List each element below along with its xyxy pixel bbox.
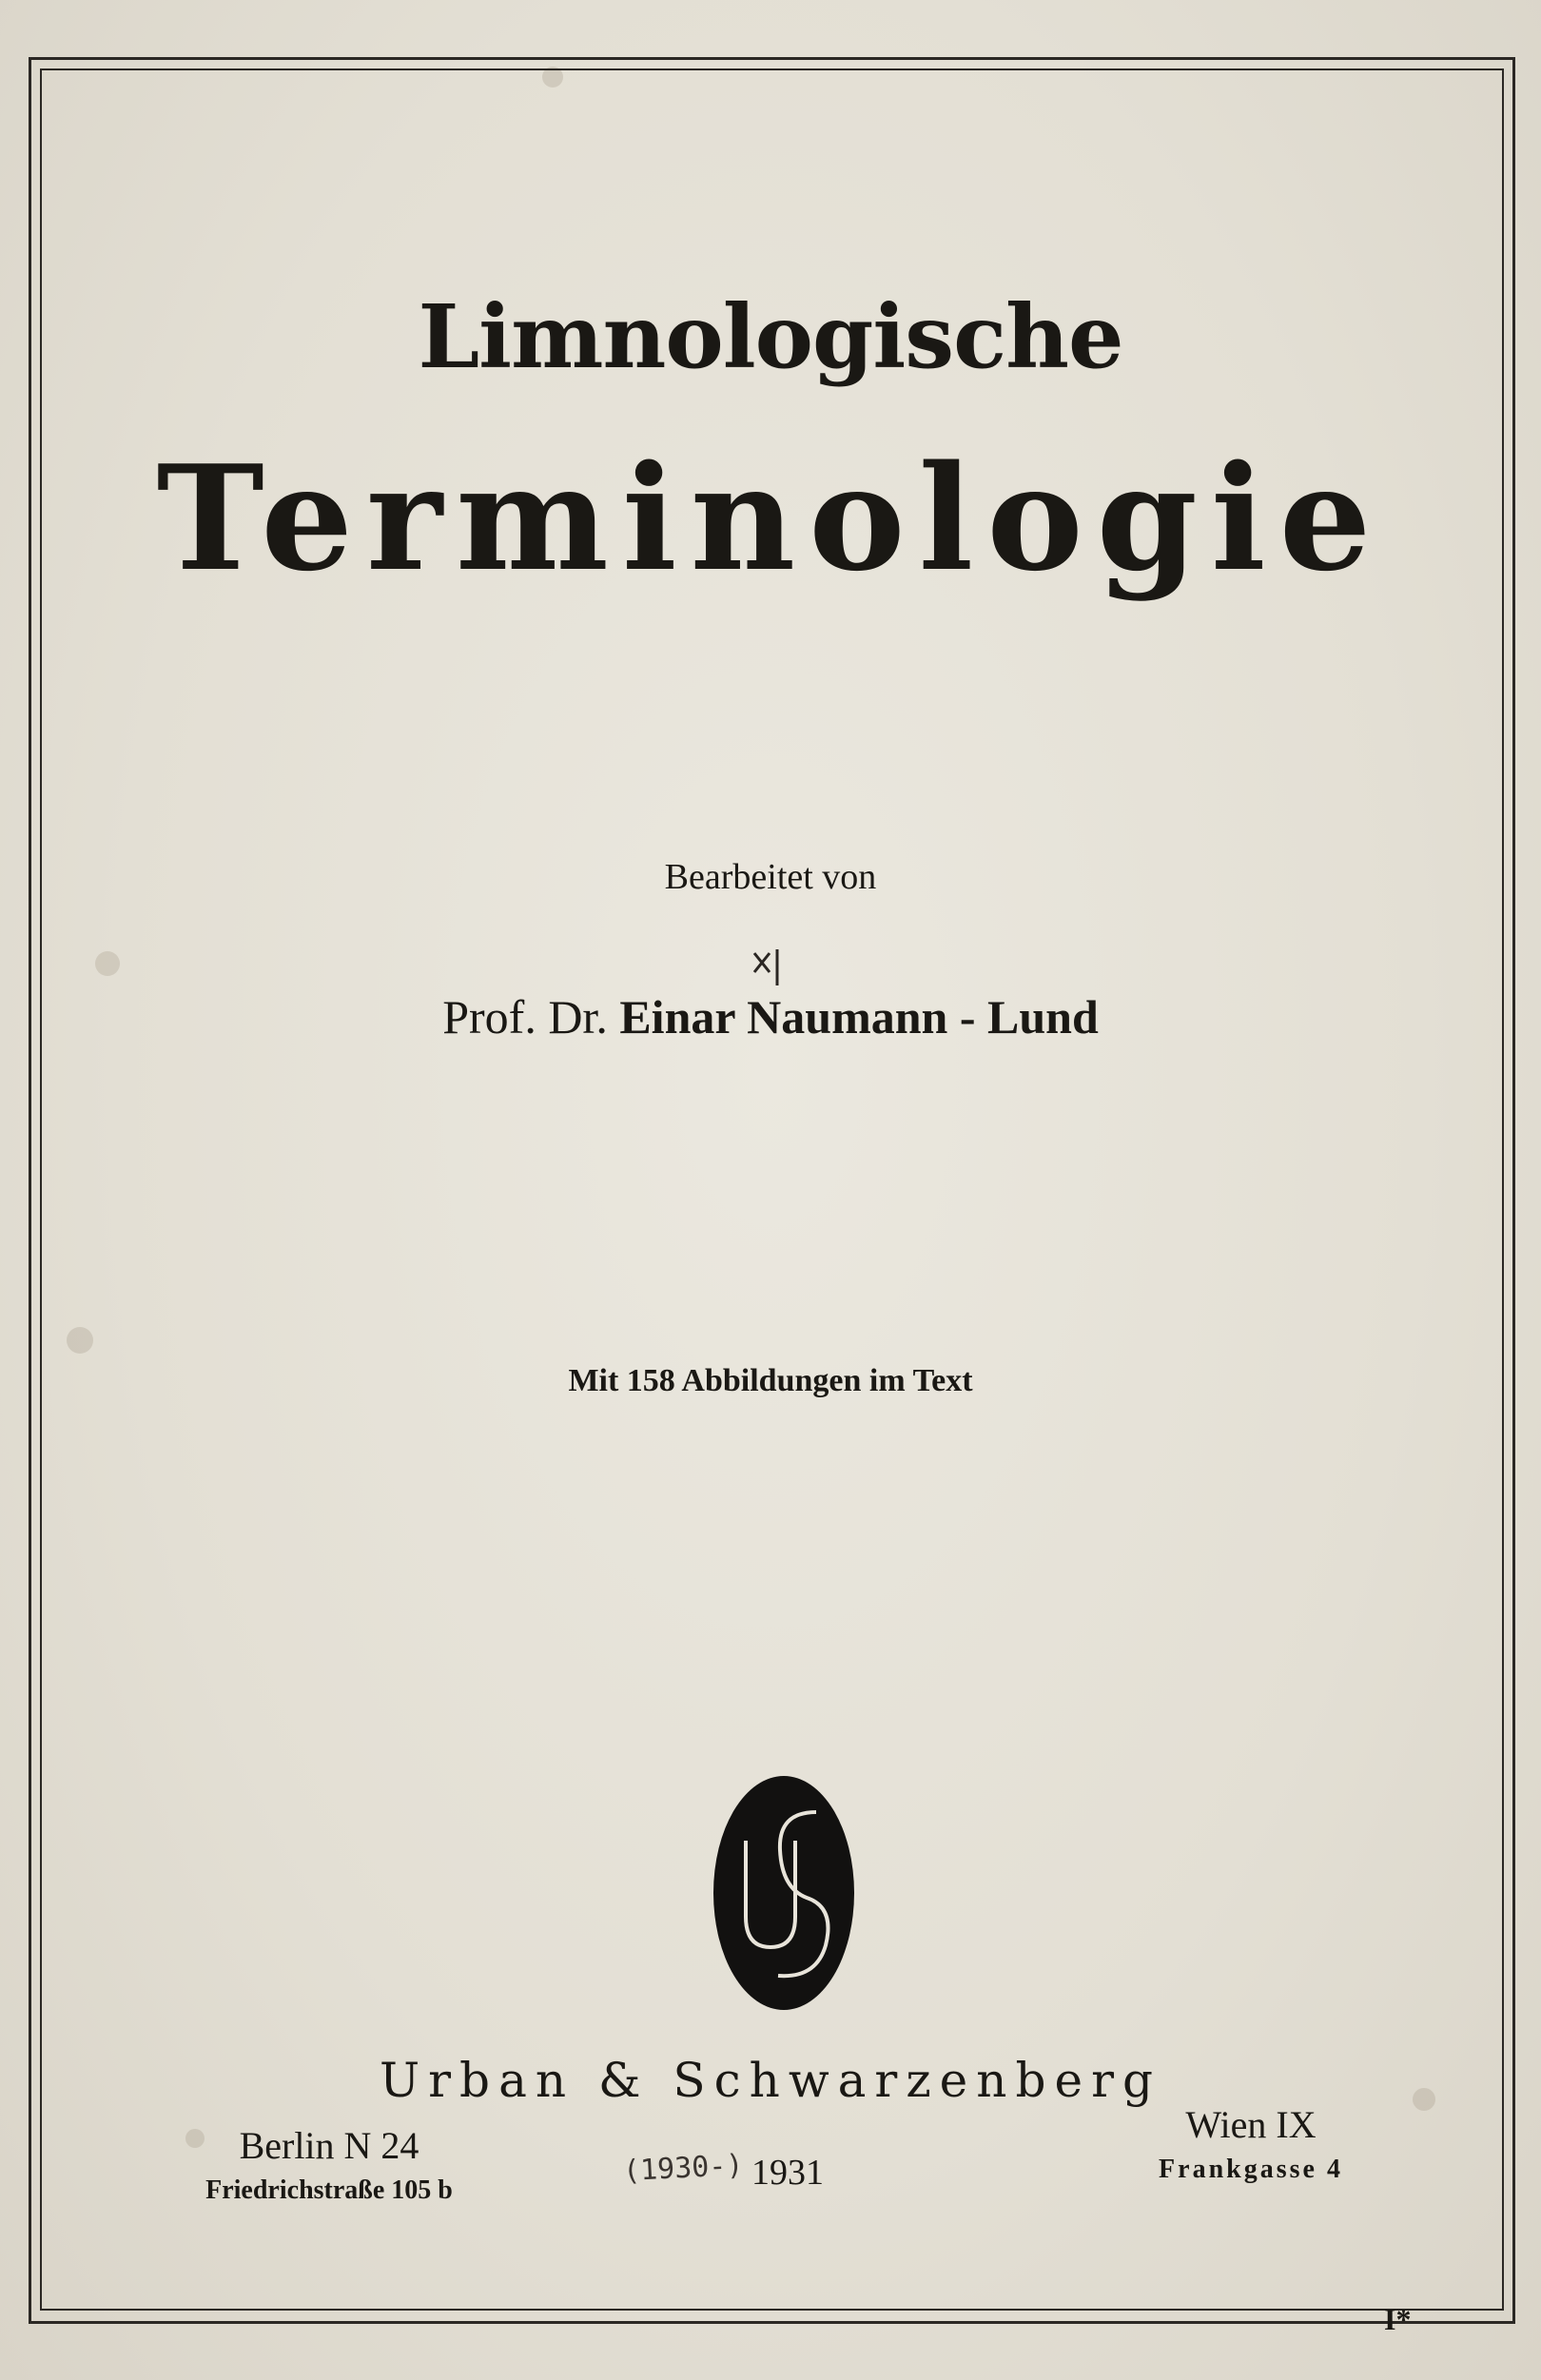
- figures-note: Mit 158 Abbildungen im Text: [568, 1363, 973, 1398]
- left-address: Friedrichstraße 105 b: [205, 2175, 453, 2205]
- handwritten-year: (1930-): [622, 2148, 745, 2189]
- author: [0, 989, 1541, 1044]
- publication-year: 1931: [751, 2153, 824, 2193]
- edited-by-label: Bearbeitet von: [664, 857, 877, 897]
- imprint-left: [186, 2123, 472, 2206]
- publisher-monogram-icon: [712, 1774, 856, 2012]
- author-name: Einar Naumann - Lund: [619, 990, 1099, 1044]
- title-line-2: Terminologie: [156, 433, 1385, 603]
- author-prefix: Prof. Dr.: [442, 990, 608, 1044]
- left-city: Berlin N 24: [239, 2124, 419, 2167]
- imprint-right: [1122, 2102, 1379, 2185]
- right-address: Frankgasse 4: [1159, 2155, 1343, 2184]
- title-line-1: Limnologische: [418, 285, 1123, 388]
- signature-mark: I*: [1384, 2302, 1412, 2336]
- pencil-mark-icon: [747, 944, 785, 991]
- right-city: Wien IX: [1185, 2103, 1317, 2146]
- publisher-name: Urban & Schwarzenberg: [380, 2053, 1161, 2108]
